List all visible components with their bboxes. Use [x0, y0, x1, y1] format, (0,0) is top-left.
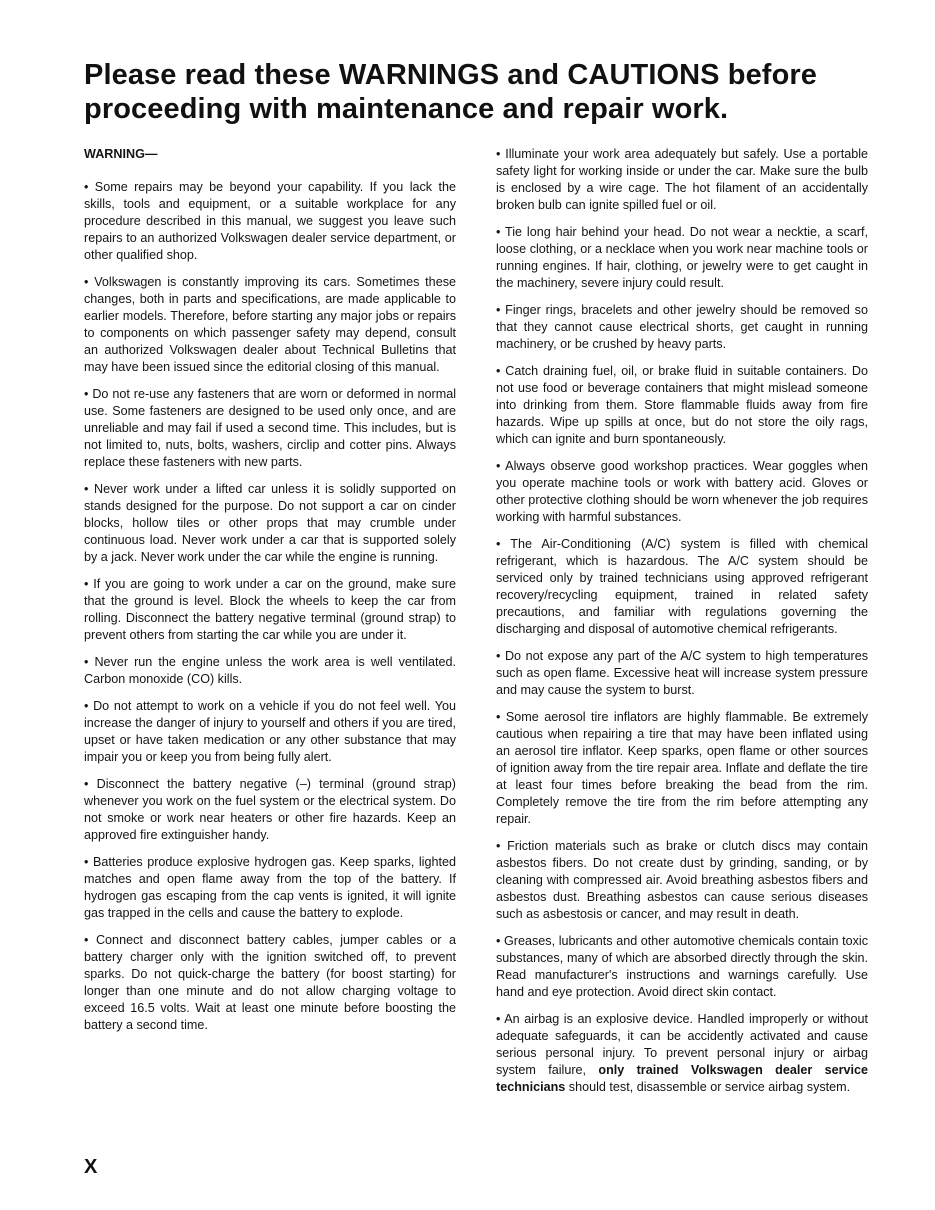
warning-item: • The Air-Conditioning (A/C) system is filled with chemical refrigerant, which is hazardous. The A/C system should be serviced only by trained technicians using approved refrigerant recovery/recycling equipment, trained in related safety precautions, and familiar with regulations governing the discharging and disposal of automotive chemical refrigerants. — [496, 537, 868, 636]
warning-item: • Catch draining fuel, oil, or brake fluid in suitable containers. Do not use food or beverage containers that might mislead someone into drinking from them. Store flammable fluids away from fire hazards. Wipe up spills at once, but do not store the oily rags, which can ignite and burn spontaneously. — [496, 364, 868, 446]
page-number: X — [84, 1156, 98, 1178]
airbag-text-end: should test, disassemble or service airbag system. — [565, 1080, 851, 1094]
warning-item: • Do not attempt to work on a vehicle if you do not feel well. You increase the danger of injury to yourself and others if you are tired, upset or have taken medication or any other substance that may impair you or keep you from being fully alert. — [84, 699, 456, 764]
warning-item: • Some repairs may be beyond your capability. If you lack the skills, tools and equipment, or a suitable workplace for any procedure described in this manual, we suggest you leave such repairs to an authorized Volkswagen dealer service department, or other qualified shop. — [84, 180, 456, 262]
warning-item: • Some aerosol tire inflators are highly flammable. Be extremely cautious when repairing a tire that may have been inflated using an aerosol tire inflator. Keep sparks, open flame or other sources of ignition away from the tire repair area. Inflate and deflate the tire at least four times before breaking the bead from the rim. Completely remove the tire from the rim before attempting any repair. — [496, 710, 868, 826]
airbag-text-start: • An airbag is an explosive device. Handled improperly or without adequate safeguards, it can be accidently activated and cause serious personal injury. To prevent personal injury or airbag system failure, — [496, 1012, 868, 1077]
airbag-warning-item — [496, 1011, 868, 1096]
warning-heading: WARNING— — [84, 147, 158, 161]
page-title: Please read these WARNINGS and CAUTIONS before proceeding with maintenance and repair work. — [84, 59, 817, 125]
warning-item: • Tie long hair behind your head. Do not wear a necktie, a scarf, loose clothing, or a necklace when you work near machine tools or running engines. If hair, clothing, or jewelry were to get caught in the machinery, severe injury could result. — [496, 225, 868, 290]
warning-item: • Friction materials such as brake or clutch discs may contain asbestos fibers. Do not create dust by grinding, sanding, or by cleaning with compressed air. Avoid breathing asbestos fibers and asbestos dust. Breathing asbestos can cause serious diseases such as asbestosis or cancer, and may result in death. — [496, 839, 868, 921]
warning-item: • Do not re-use any fasteners that are worn or deformed in normal use. Some fasteners are designed to be used only once, and are unreliable and may fail if used a second time. This includes, but is not limited to, nuts, bolts, washers, circlip and cotter pins. Always replace these fasteners with new parts. — [84, 387, 456, 469]
airbag-text-bold: only trained Volkswagen dealer service technicians — [496, 1063, 868, 1094]
warning-item: • Never run the engine unless the work area is well ventilated. Carbon monoxide (CO) kills. — [84, 655, 456, 686]
warning-item: • Disconnect the battery negative (–) terminal (ground strap) whenever you work on the fuel system or the electrical system. Do not smoke or work near heaters or other fire hazards. Keep an approved fire extinguisher handy. — [84, 777, 456, 842]
warning-item: • If you are going to work under a car on the ground, make sure that the ground is level. Block the wheels to keep the car from rolling. Disconnect the battery negative terminal (ground strap) to prevent others from starting the car while you are under it. — [84, 577, 456, 642]
right-column — [496, 146, 868, 1106]
warning-item: • Do not expose any part of the A/C system to high temperatures such as open flame. Excessive heat will increase system pressure and may cause the system to burst. — [496, 649, 868, 697]
warning-item: • Never work under a lifted car unless it is solidly supported on stands designed for the purpose. Do not support a car on cinder blocks, hollow tiles or other props that may crumble under continuous load. Never work under a car that is supported solely by a jack. Never work under the car while the engine is running. — [84, 482, 456, 564]
warning-item: • Always observe good workshop practices. Wear goggles when you operate machine tools or work with battery acid. Gloves or other protective clothing should be worn whenever the job requires working with harmful substances. — [496, 459, 868, 524]
warning-item: • Illuminate your work area adequately but safely. Use a portable safety light for working inside or under the car. Make sure the bulb is enclosed by a wire cage. The hot filament of an accidentally broken bulb can ignite spilled fuel or oil. — [496, 147, 868, 212]
warning-item: • Greases, lubricants and other automotive chemicals contain toxic substances, many of which are absorbed directly through the skin. Read manufacturer's instructions and warnings carefully. Use hand and eye protection. Avoid direct skin contact. — [496, 934, 868, 999]
warning-item: • Connect and disconnect battery cables, jumper cables or a battery charger only with the ignition switched off, to prevent sparks. Do not quick-charge the battery (for boost starting) for longer than one minute and do not allow charging voltage to exceed 16.5 volts. Wait at least one minute before boosting the battery a second time. — [84, 933, 456, 1032]
left-column — [84, 146, 456, 1044]
warning-item: • Volkswagen is constantly improving its cars. Sometimes these changes, both in parts and specifications, are made applicable to earlier models. Therefore, before starting any major jobs or repairs to components on which passenger safety may depend, consult an authorized Volkswagen dealer about Technical Bulletins that may have been issued since the editorial closing of this manual. — [84, 275, 456, 374]
warning-item: • Batteries produce explosive hydrogen gas. Keep sparks, lighted matches and open flame away from the top of the battery. If hydrogen gas escaping from the cap vents is ignited, it will ignite gas trapped in the cells and cause the battery to explode. — [84, 855, 456, 920]
warning-item: • Finger rings, bracelets and other jewelry should be removed so that they cannot cause electrical shorts, get caught in running machinery, or be crushed by heavy parts. — [496, 303, 868, 351]
